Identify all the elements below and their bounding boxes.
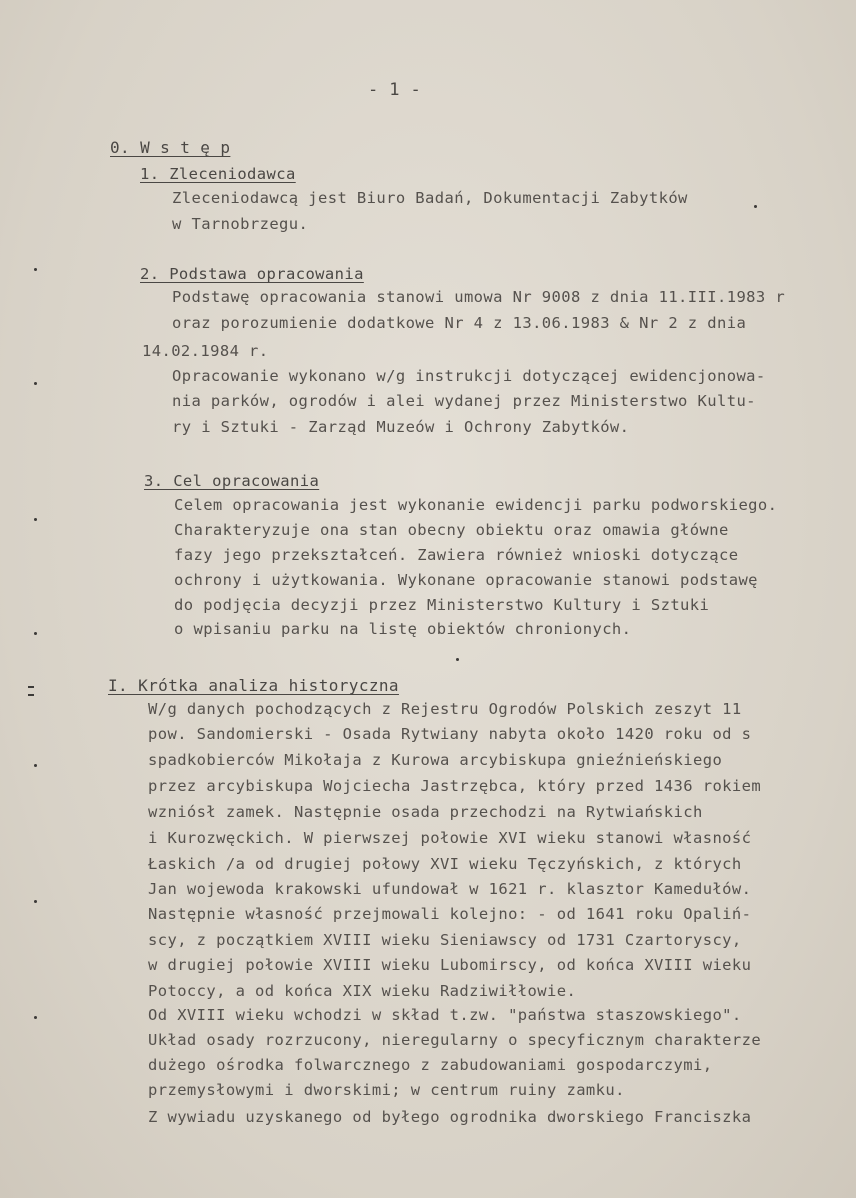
history-line: dużego ośrodka folwarcznego z zabudowaniami gospodarczymi, [148, 1056, 713, 1074]
history-line: Od XVIII wieku wchodzi w skład t.zw. "państwa staszowskiego". [148, 1006, 742, 1024]
margin-mark [34, 518, 37, 521]
page-number: - 1 - [368, 80, 422, 100]
margin-mark [34, 268, 37, 271]
history-line: przez arcybiskupa Wojciecha Jastrzębca, który przed 1436 rokiem [148, 777, 762, 795]
history-line: pow. Sandomierski - Osada Rytwiany nabyta około 1420 roku od s [148, 725, 752, 743]
margin-mark [34, 632, 37, 635]
history-line: Z wywiadu uzyskanego od byłego ogrodnika dworskiego Franciszka [148, 1108, 752, 1126]
paragraph-line: ry i Sztuki - Zarząd Muzeów i Ochrony Zabytków. [172, 418, 630, 436]
paragraph-line: Zleceniodawcą jest Biuro Badań, Dokumentacji Zabytków [172, 189, 688, 207]
paragraph-line: ochrony i użytkowania. Wykonane opracowanie stanowi podstawę [174, 571, 758, 589]
history-line: Łaskich /a od drugiej połowy XVI wieku Tęczyńskich, z których [148, 855, 742, 873]
history-line: W/g danych pochodzących z Rejestru Ogrodów Polskich zeszyt 11 [148, 700, 742, 718]
subsection-3-heading: 3. Cel opracowania [144, 472, 320, 490]
history-line: scy, z początkiem XVIII wieku Sieniawscy od 1731 Czartoryscy, [148, 931, 742, 949]
section-1-title: I. Krótka analiza historyczna [108, 676, 399, 695]
history-line: Następnie własność przejmowali kolejno: - od 1641 roku Opaliń- [148, 905, 752, 923]
history-line: Układ osady rozrzucony, nieregularny o specyficznym charakterze [148, 1031, 762, 1049]
margin-mark [34, 900, 37, 903]
history-line: w drugiej połowie XVIII wieku Lubomirscy, od końca XVIII wieku [148, 956, 752, 974]
margin-mark [28, 694, 34, 696]
paragraph-line: Charakteryzuje ona stan obecny obiektu oraz omawia główne [174, 521, 729, 539]
paragraph-line: nia parków, ogrodów i alei wydanej przez Ministerstwo Kultu- [172, 392, 756, 410]
speck [456, 658, 459, 661]
history-line: i Kurozwęckich. W pierwszej połowie XVI wieku stanowi własność [148, 829, 752, 847]
paragraph-line: o wpisaniu parku na listę obiektów chronionych. [174, 620, 632, 638]
paragraph-line: 14.02.1984 r. [142, 342, 269, 360]
history-line: spadkobierców Mikołaja z Kurowa arcybiskupa gnieźnieńskiego [148, 751, 723, 769]
paragraph-line: Opracowanie wykonano w/g instrukcji dotyczącej ewidencjonowa- [172, 367, 766, 385]
paragraph-line: fazy jego przekształceń. Zawiera również wnioski dotyczące [174, 546, 739, 564]
paragraph-line: Podstawę opracowania stanowi umowa Nr 9008 z dnia 11.III.1983 r [172, 288, 786, 306]
paragraph-line: w Tarnobrzegu. [172, 215, 309, 233]
subsection-2-heading: 2. Podstawa opracowania [140, 265, 364, 283]
margin-mark [34, 764, 37, 767]
history-line: przemysłowymi i dworskimi; w centrum ruiny zamku. [148, 1081, 625, 1099]
section-0-title: 0. W s t ę p [110, 138, 231, 157]
margin-mark [34, 382, 37, 385]
history-line: Jan wojewoda krakowski ufundował w 1621 r. klasztor Kamedułów. [148, 880, 752, 898]
speck [754, 205, 757, 208]
paragraph-line: do podjęcia decyzji przez Ministerstwo Kultury i Sztuki [174, 596, 710, 614]
margin-mark [28, 686, 34, 688]
paragraph-line: Celem opracowania jest wykonanie ewidencji parku podworskiego. [174, 496, 778, 514]
history-line: wzniósł zamek. Następnie osada przechodzi na Rytwiańskich [148, 803, 703, 821]
paragraph-line: oraz porozumienie dodatkowe Nr 4 z 13.06.1983 & Nr 2 z dnia [172, 314, 747, 332]
subsection-1-heading: 1. Zleceniodawca [140, 165, 296, 183]
margin-mark [34, 1016, 37, 1019]
history-line: Potoccy, a od końca XIX wieku Radziwiłłowie. [148, 982, 577, 1000]
